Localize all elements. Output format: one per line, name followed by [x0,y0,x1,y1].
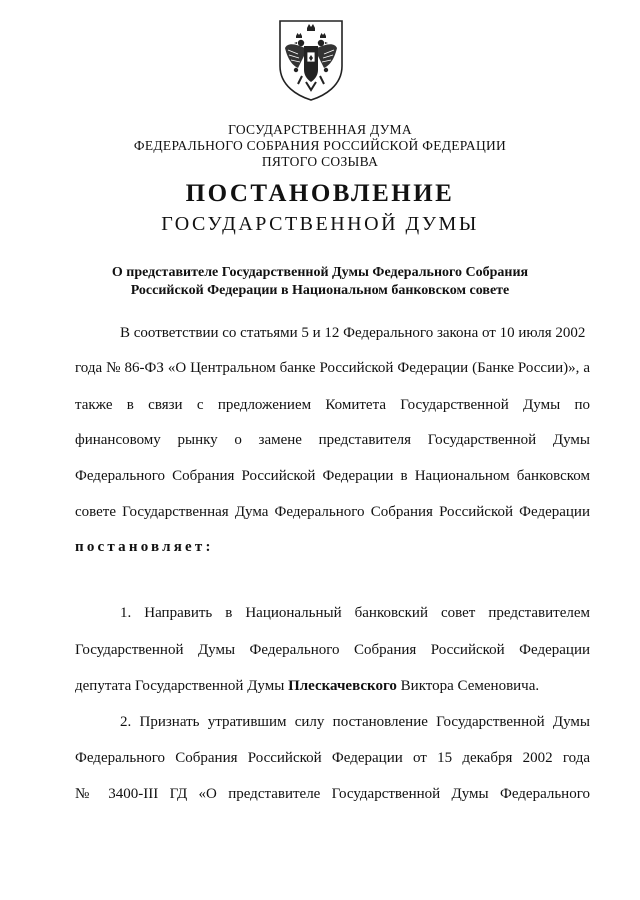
deputy-name: Виктора Семеновича. [396,678,540,694]
document-subject-line-1: О представителе Государственной Думы Федерального Собрания [111,265,529,280]
body-paragraph-line: финансовому рынку о замене представителя Государственной Думы [75,432,590,448]
body-paragraph-line: также в связи с предложением Комитета Государственной Думы по [75,397,590,413]
header-org-line-3: ПЯТОГО СОЗЫВА [261,154,379,169]
item-2-line: № 3400-III ГД «О представителе Государственной Думы Федерального [75,786,590,802]
header-org-line-1: ГОСУДАРСТВЕННАЯ ДУМА [228,122,412,137]
header-org-line-2: ФЕДЕРАЛЬНОГО СОБРАНИЯ РОССИЙСКОЙ ФЕДЕРАЦИИ [133,138,507,153]
document-subtitle: ГОСУДАРСТВЕННОЙ ДУМЫ [161,213,479,235]
body-paragraph-line: В соответствии со статьями 5 и 12 Федерального закона от 10 июля 2002 [120,325,586,341]
item-2-line: 2. Признать утратившим силу постановление Государственной Думы [120,714,590,730]
item-1-line: Государственной Думы Федерального Собрания Российской Федерации [75,642,590,658]
document-subject-line-2: Российской Федерации в Национальном банковском совете [130,283,510,298]
item-2-line: Федерального Собрания Российской Федерации от 15 декабря 2002 года [75,750,590,766]
coat-of-arms-emblem [276,18,346,102]
body-paragraph-line: года № 86-ФЗ «О Центральном банке Российской Федерации (Банке России)», а [75,360,590,376]
item-1-line-start: депутата Государственной Думы [75,678,289,694]
item-1-line: 1. Направить в Национальный банковский совет представителем [120,605,590,621]
body-paragraph-line: Федерального Собрания Российской Федерации в Национальном банковском [75,468,590,484]
body-paragraph-line: совете Государственная Дума Федерального Собрания Российской Федерации [75,504,590,520]
item-1-last-line [75,677,590,695]
deputy-surname: Плескачевского [288,678,397,694]
resolves-word: постановляет: [75,539,214,555]
document-title: ПОСТАНОВЛЕНИЕ [185,180,455,207]
